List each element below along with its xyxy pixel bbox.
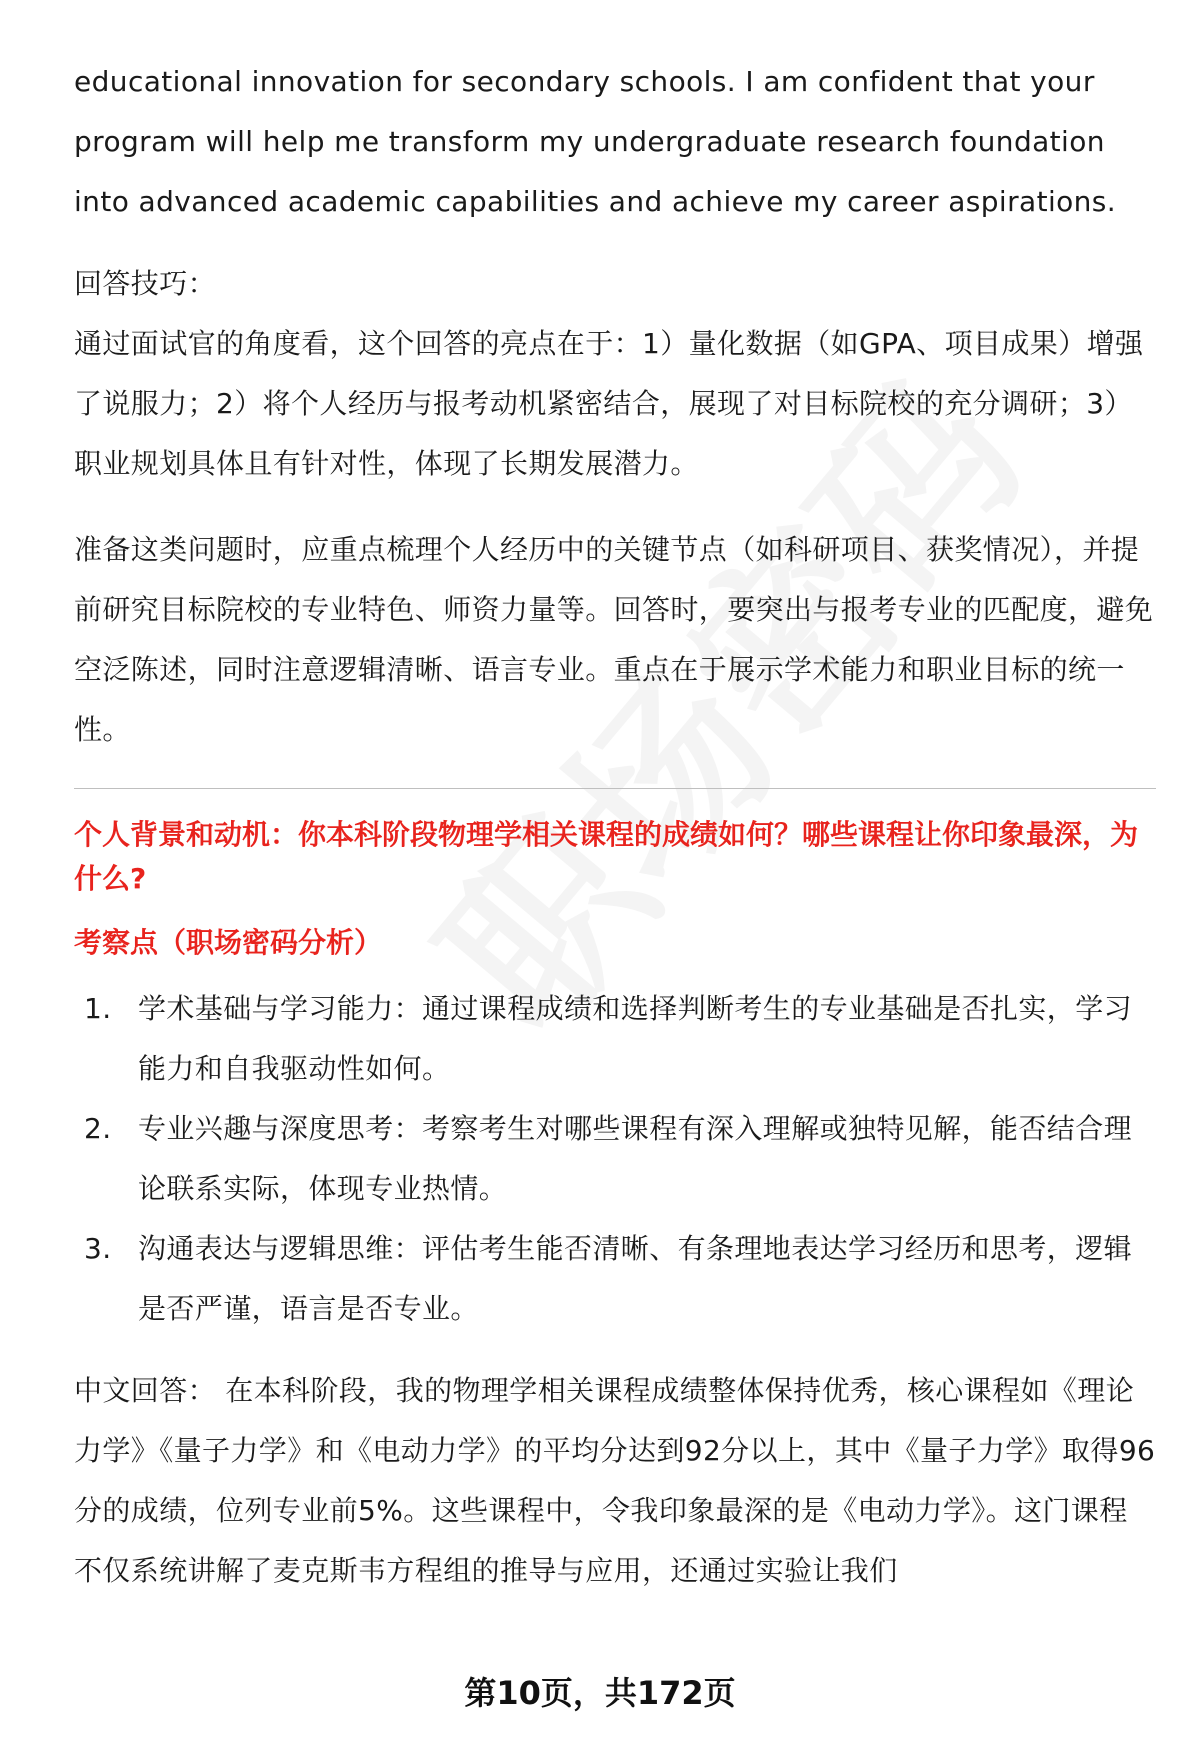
list-item-text: 学术基础与学习能力：通过课程成绩和选择判断考生的专业基础是否扎实，学习能力和自我驱动性如何。 [138,992,1133,1085]
list-item [74,1219,1156,1339]
focus-points-title: 考察点（职场密码分析） [74,926,383,959]
list-item-number: 2. [84,1112,112,1145]
intro-english-paragraph: educational innovation for secondary schools. I am confident that your program will help me transform my undergraduate research foundation into advanced academic capabilities and achieve my career aspirations. [74,65,1117,218]
section-divider [74,788,1156,789]
list-item [74,979,1156,1099]
page-number-footer: 第10页，共172页 [464,1674,736,1712]
list-item-text: 专业兴趣与深度思考：考察考生对哪些课程有深入理解或独特见解，能否结合理论联系实际，体现专业热情。 [138,1112,1133,1205]
list-item-number: 3. [84,1232,112,1265]
list-item [74,1099,1156,1219]
tips-label: 回答技巧： [74,267,217,300]
question-title: 个人背景和动机：你本科阶段物理学相关课程的成绩如何？哪些课程让你印象最深，为什么? [74,818,1139,895]
tips-paragraph-1: 通过面试官的角度看，这个回答的亮点在于：1）量化数据（如GPA、项目成果）增强了说服力；2）将个人经历与报考动机紧密结合，展现了对目标院校的充分调研；3）职业规划具体且有针对性，体现了长期发展潜力。 [74,327,1144,480]
list-item-number: 1. [84,992,112,1025]
focus-points-list [74,979,1156,1339]
document-page [74,52,1156,1601]
chinese-answer-paragraph: 中文回答： 在本科阶段，我的物理学相关课程成绩整体保持优秀，核心课程如《理论力学》《量子力学》和《电动力学》的平均分达到92分以上，其中《量子力学》取得96分的成绩，位列专业前5%。这些课程中，令我印象最深的是《电动力学》。这门课程不仅系统讲解了麦克斯韦方程组的推导与应用，还通过实验让我们 [74,1374,1156,1587]
tips-paragraph-2: 准备这类问题时，应重点梳理个人经历中的关键节点（如科研项目、获奖情况），并提前研究目标院校的专业特色、师资力量等。回答时，要突出与报考专业的匹配度，避免空泛陈述，同时注意逻辑清晰、语言专业。重点在于展示学术能力和职业目标的统一性。 [74,533,1154,746]
list-item-text: 沟通表达与逻辑思维：评估考生能否清晰、有条理地表达学习经历和思考，逻辑是否严谨，语言是否专业。 [138,1232,1133,1325]
